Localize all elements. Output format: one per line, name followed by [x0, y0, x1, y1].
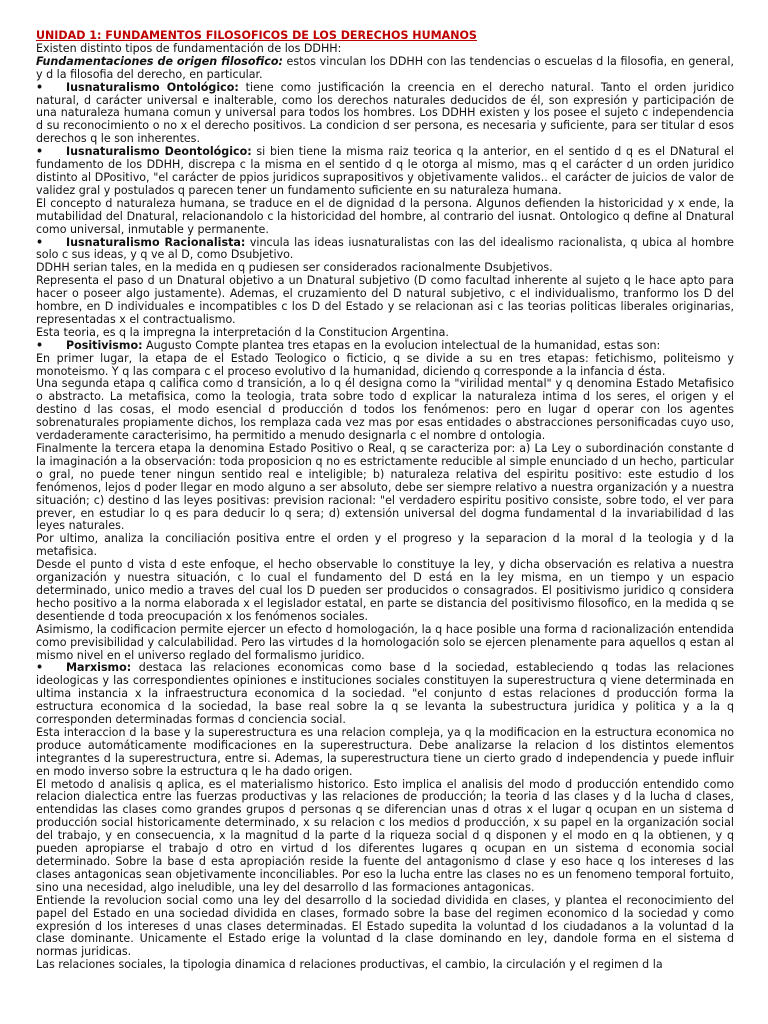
marxismo-paragraph-5-cut: Las relaciones sociales, la tipologia dinamica d relaciones productivas, el cambio, la circulación y el regimen d la — [36, 958, 663, 972]
marxismo-paragraph-3: El metodo d analisis q aplica, es el materialismo historico. Esto implica el analisis del modo d producción entendido como relacion dialectica entre las fuerzas productivas y las relaciones de producción; la teoria d las clases y d la lucha d clases, entendidas las clases como grandes grupos d personas q se diferencian unas d otras x el lugar q ocupan en un sistema d producción social historicamente determinado, x su relacion c los medios d producción, x su papel en la organización social del trabajo, y en consecuencia, x la magnitud d la parte d la riqueza social d q disponen y el modo en q la obtienen, y q pueden apropiarse el trabajo d otro en virtud d los diferentes lugares q ocupan en un sistema d economia social determinado. Sobre la base d esta apropiación reside la fuente del antagonismo d clase y eso hace q los intereses d las clases antagonicas sean objetivamente inconciliables. Por eso la lucha entre las clases no es un fenomeno temporal fortuito, sino una necesidad, algo ineludible, una ley del desarrollo d las formaciones antagonicas. — [36, 777, 734, 894]
bullet-icon: • — [36, 80, 44, 94]
bullet-icon: • — [36, 235, 44, 249]
bullet-iusnaturalismo-deontologico — [36, 146, 734, 198]
marxismo-paragraph-2: Esta interaccion d la base y la superestructura es una relacion compleja, ya q la modificacion en la estructura economica no produce automáticamente modificaciones en la superestructura. Debe analizarse la relacion d los distintos elementos integrantes d la superestructura, entre si. Ademas, la superestructura tiene un cierto grado d independencia y puede influir en modo inverso sobre la estructura q le ha dado origen. — [36, 725, 734, 778]
positivismo-paragraph-4: Finalmente la tercera etapa la denomina Estado Positivo o Real, q se caracteriza por: a) La Ley o subordinación constante d la imaginación a la observación: toda proposicion q no es estrictamente reducible al simple enunciado d un hecho, particular o gral, no puede tener ningun sentido real e inteligible; b) naturaleza relativa del espiritu positivo: este estudio d los fenómenos, lejos d poder llegar en modo alguno a ser absoluto, debe ser siempre relativo a nuestra organización y a nuestra situación; c) destino d las leyes positivas: prevision racional: "el verdadero espiritu positivo consiste, sobre todo, el ver para prever, en estudiar lo q es para deducir lo q sera; d) extensión universal del dogma fundamental d la invariabilidad d las leyes naturales. — [36, 442, 734, 533]
positivismo-paragraph-5: Por ultimo, analiza la conciliación positiva entre el orden y el progreso y la separacion d la moral d la teologia y d la metafisica. — [36, 532, 734, 559]
positivismo-paragraph-3: Una segunda etapa q califica como d transición, a lo q él designa como la "virilidad mental" y q denomina Estado Metafisico o abstracto. La metafisica, como la teologia, trata sobre todo d explicar la naturaleza intima d los seres, el origen y el destino d las cosas, el modo esencial d producción d todos los fenómenos: pero en lugar d operar con los agentes sobrenaturales propiamente dichos, los remplaza cada vez mas por esas entidades o abstracciones personificadas cuyo uso, verdaderamente caracterisimo, ha permitido a menudo designarla c el nombre d ontologia. — [36, 377, 734, 443]
marxismo-text: destaca las relaciones economicas como base d la sociedad, estableciendo q todas las relaciones ideologicas y las correspondientes opiniones e instituciones sociales constituyen la superestructura q viene determinada en ultima instancia x la infraestructura economica d la sociedad. "el conjunto d estas relaciones d producción forma la estructura economica d la sociedad, la base real sobre la q se levanta la subestructura juridica y politica y a la q corresponden determinadas formas d conciencia social. — [36, 661, 734, 727]
deontologico-paragraph-2: El concepto d naturaleza humana, se traduce en el de dignidad d la persona. Algunos defienden la historicidad y x ende, la mutabilidad del Dnatural, relacionandolo c la historicidad del hombre, al contrario del iusnat. Ontologico q define al Dnatural como universal, inmutable y permanente. — [36, 196, 734, 236]
racionalista-paragraph-3: Representa el paso d un Dnatural objetivo a un Dnatural subjetivo (D como facultad inherente al sujeto q le hace apto para hacer o poseer algo justamente). Ademas, el cruzamiento del D natural subjetivo, c el individualismo, tranformo los D del hombre, en D individuales e incompatibles c los D del Estado y se relacionan asi c las teorias politicas liberales originarias, representadas x el contractualismo. — [36, 274, 734, 326]
bullet-marxismo — [36, 662, 734, 727]
racionalista-heading: Iusnaturalismo Racionalista: — [66, 235, 246, 249]
marxismo-paragraph-4: Entiende la revolucion social como una ley del desarrollo d la sociedad dividida en clases, y plantea el reconocimiento del papel del Estado en una sociedad dividida en clases, formado sobre la base del regimen economico d la sociedad y como expresión d los intereses d unas clases determinadas. El Estado supedita la voluntad d los ciudadanos a la voluntad d la clase dominante. Unicamente el Estado erige la voluntad d la clase dominando en ley, dandole forma en el sistema d normas juridicas. — [36, 893, 734, 959]
bullet-icon: • — [36, 661, 44, 675]
racionalista-paragraph-4: Esta teoria, es q la impregna la interpretación d la Constitucion Argentina. — [36, 325, 449, 339]
deontologico-text: si bien tiene la misma raiz teorica q la anterior, en el sentido d q es el DNatural el fundamento de los DDHH, discrepa c la misma en el sentido d q le otorga al mismo, mas q el carácter d un orden juridico distinto al DPositivo, "el carácter de ppios juridicos suprapositivos y objetivamente validos.. el carácter de juicios de valor de validez gral y postulados q parecen tener un fundamento suficiente en su naturaleza humana. — [36, 145, 734, 197]
document-title: UNIDAD 1: FUNDAMENTOS FILOSOFICOS DE LOS DERECHOS HUMANOS — [36, 29, 477, 42]
positivismo-paragraph-2: En primer lugar, la etapa de el Estado Teologico o ficticio, q se divide a su en tres etapas: fetichismo, politeismo y monoteismo. Y q las compara c el proceso evolutivo d la humanidad, diciendo q corresponde a la infancia d ésta. — [36, 351, 734, 378]
positivismo-heading: Positivismo: — [66, 338, 143, 352]
marxismo-heading: Marxismo: — [66, 661, 132, 675]
deontologico-heading: Iusnaturalismo Deontológico: — [66, 145, 252, 159]
fundamentaciones-paragraph — [36, 56, 734, 82]
positivismo-text: Augusto Compte plantea tres etapas en la evolucion intelectual de la humanidad, estas son: — [142, 338, 661, 352]
fundamentaciones-text: estos vinculan los DDHH con las tendencias o escuelas d la filosofia, en general, y d la filosofia del derecho, en particular. — [36, 54, 735, 81]
bullet-iusnaturalismo-ontologico — [36, 82, 734, 147]
bullet-icon: • — [36, 338, 44, 352]
ontologico-heading: Iusnaturalismo Ontológico: — [66, 80, 239, 94]
racionalista-text: vincula las ideas iusnaturalistas con las del idealismo racionalista, q ubica al hombre solo c sus ideas, y q ve al D, como Dsubjetivo. — [36, 235, 734, 262]
bullet-iusnaturalismo-racionalista — [36, 237, 734, 263]
bullet-icon: • — [36, 145, 44, 159]
fundamentaciones-heading: Fundamentaciones de origen filosofico: — [36, 54, 283, 68]
intro-paragraph: Existen distinto tipos de fundamentación de los DDHH: — [36, 41, 342, 55]
positivismo-paragraph-6: Desde el punto d vista d este enfoque, el hecho observable lo constituye la ley, y dicha observación es relativa a nuestra organización y nuestra situación, c lo cual el fundamento del D está en la ley misma, en un tiempo y un espacio determinado, unico medio a traves del cual los D pueden ser producidos o consagrados. El positivismo juridico q considera hecho positivo a la norma elaborada x el legislador estatal, en parte se distancia del positivismo filosofico, en la medida q se desentiende d toda preocupación x los fenómenos sociales. — [36, 558, 734, 623]
bullet-positivismo — [36, 340, 734, 353]
ontologico-text: tiene como justificación la creencia en el derecho natural. Tanto el orden juridico natural, d carácter universal e inalterable, como los derechos naturales deducidos de él, son expresión y participación de una naturaleza humana comun y universal para todos los hombres. Los DDHH existen y los posee el sujeto c independencia d su reconocimiento o no x el derecho positivos. La condicion d ser persona, es necesaria y suficiente, para ser titular d esos derechos q le son inherentes. — [36, 80, 734, 146]
racionalista-paragraph-2: DDHH serian tales, en la medida en q pudiesen ser considerados racionalmente Dsubjetivos. — [36, 261, 553, 275]
positivismo-paragraph-7: Asimismo, la codificacion permite ejercer un efecto d homologación, la q hace posible una forma d racionalización entendida como previsibilidad y calculabilidad. Pero las virtudes d la homologación solo se ejercen plenamente para aquellos q estan al mismo nivel en el universo reglado del formalismo juridico. — [36, 622, 734, 662]
document-page — [36, 29, 735, 972]
